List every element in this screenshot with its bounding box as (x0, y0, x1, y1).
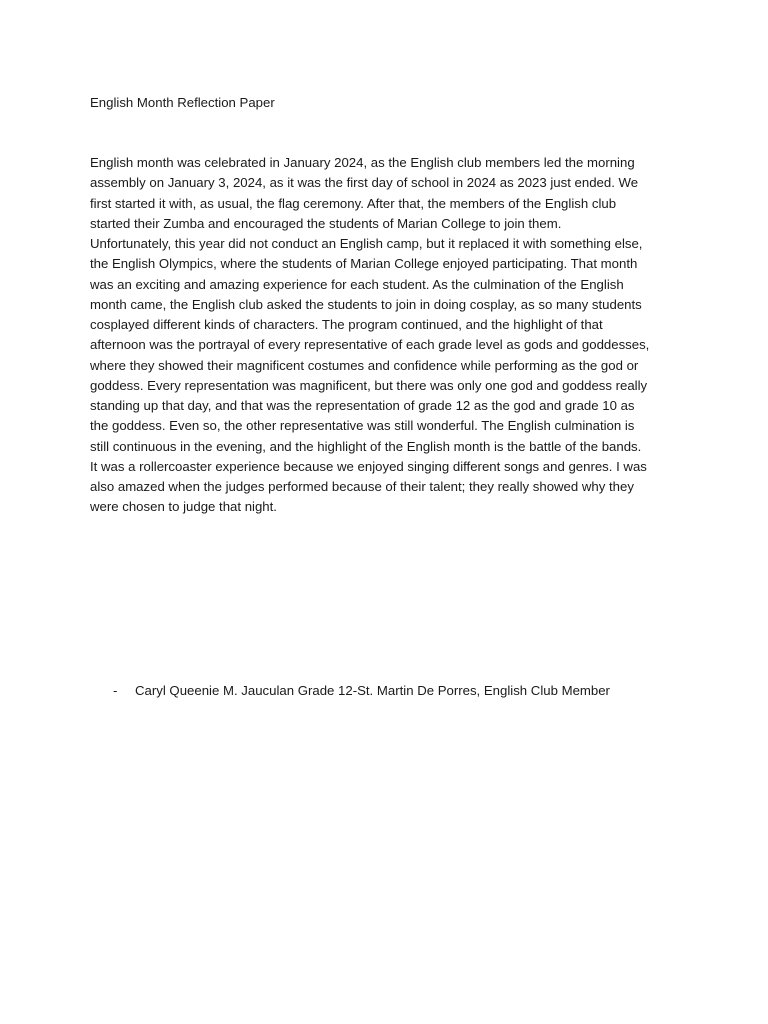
paragraph-line: goddess. Every representation was magnificent, but there was only one god and goddess really (90, 377, 648, 393)
paragraph-line: English month was celebrated in January 2024, as the English club members led the morning (90, 155, 635, 170)
paragraph-line: assembly on January 3, 2024, as it was the first day of school in 2024 as 2023 just ended. We (90, 175, 639, 191)
paragraph-line: also amazed when the judges performed because of their talent; they really showed why they (90, 479, 634, 494)
paragraph-line: month came, the English club asked the students to join in doing cosplay, as so many students (90, 296, 642, 312)
author-signature-line (113, 682, 610, 700)
paragraph-line: still continuous in the evening, and the highlight of the English month is the battle of the bands. (90, 438, 642, 454)
paragraph-line: standing up that day, and that was the representation of grade 12 as the god and grade 10 as (90, 398, 635, 413)
document-title: English Month Reflection Paper (90, 95, 275, 110)
paragraph-line: was an exciting and amazing experience for each student. As the culmination of the English (90, 276, 624, 292)
author-credit: Caryl Queenie M. Jauculan Grade 12-St. Martin De Porres, English Club Member (135, 683, 610, 698)
paragraph-line: the goddess. Even so, the other representative was still wonderful. The English culmination is (90, 418, 635, 434)
paragraph-line: Unfortunately, this year did not conduct an English camp, but it replaced it with something else, (90, 236, 643, 251)
paragraph-line: afternoon was the portrayal of every representative of each grade level as gods and goddesses, (90, 337, 650, 353)
paragraph-line: started their Zumba and encouraged the students of Marian College to join them. (90, 215, 562, 231)
paragraph-line: cosplayed different kinds of characters. The program continued, and the highlight of that (90, 317, 603, 332)
body-paragraph (90, 153, 688, 518)
paragraph-line: where they showed their magnificent costumes and confidence while performing as the god or (90, 357, 639, 373)
paragraph-line: the English Olympics, where the students of Marian College enjoyed participating. That month (90, 256, 638, 272)
paragraph-line: It was a rollercoaster experience because we enjoyed singing different songs and genres. I was (90, 458, 647, 474)
list-dash: - (113, 683, 118, 698)
paragraph-line: first started it with, as usual, the flag ceremony. After that, the members of the English club (90, 195, 617, 211)
paragraph-line: were chosen to judge that night. (90, 499, 277, 515)
